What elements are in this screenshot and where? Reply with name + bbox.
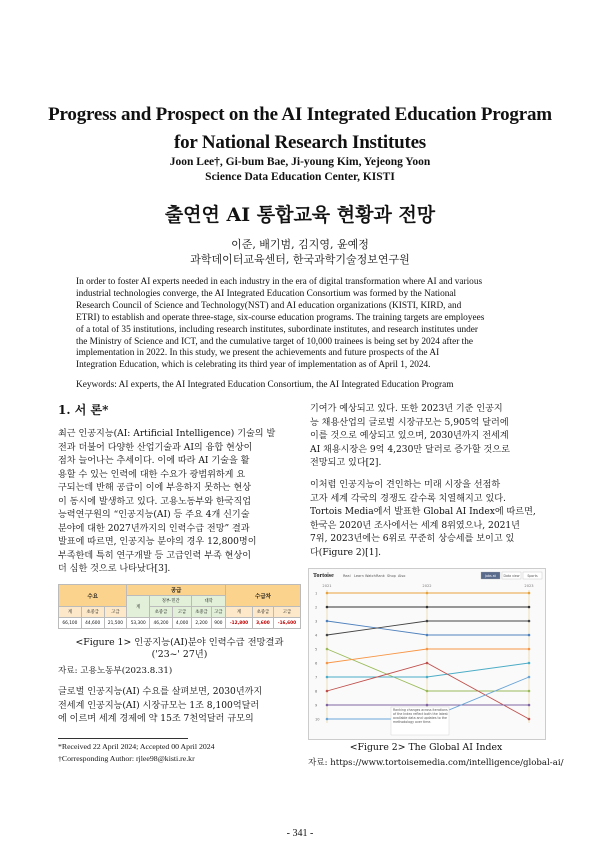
text-line: 최근 인공지능(AI: Artificial Intelligence) 기술의 발 [58,429,276,439]
rank-label: 1 [315,591,318,596]
nav-tab[interactable]: Also [398,574,406,578]
figure-1-table [58,584,301,629]
sub-header: 초중급 [81,607,104,618]
header-gap: 수급차 [226,585,301,607]
year-label: 2023 [524,584,534,588]
abstract-line: In order to foster AI experts needed in each industry in the era of digital transformation where AI and various [76,277,483,287]
rank-point [528,718,531,721]
rank-point [326,648,329,651]
rank-label: 9 [315,703,318,708]
text-line: 발표에 따르면, 인공지능 분야의 경우 12,800명이 [58,537,257,547]
rank-point [326,592,329,595]
text-line: 전과 더불어 다양한 산업기술과 AI의 융합 현상이 [58,442,253,453]
sub-header: 계 [226,607,253,618]
rank-point [528,592,531,595]
rank-point [426,676,429,679]
table-cell-gap: 3,600 [253,618,274,629]
table-cell-gap: -12,800 [226,618,253,629]
table-cell: 2,200 [192,618,212,629]
nav-tab[interactable]: Learn [354,574,364,578]
rank-point [326,606,329,609]
text-line: 고자 세계 각국의 경쟁도 갈수록 치열해지고 있다. [310,493,506,504]
abstract-line: the Ministry of Science and ICT, and the cumulative target of 10,000 trainees is being set by 2024 after the [76,336,473,347]
paper-title-line2: for National Research Institutes [173,132,427,153]
text-line: 용할 수 있는 인력에 대한 수요가 광범위하게 요 [58,469,246,480]
text-line: 능 채용산업의 글로벌 시장규모는 5,905억 달러에 [310,417,509,428]
text-line: 7위, 2023년에는 6위로 꾸준히 상승세를 보이고 있 [310,534,515,544]
text-line: 구되는데 반해 공급이 이에 부응하지 못하는 현상 [58,483,252,493]
rank-point [528,662,531,665]
text-line: Tortois Media에서 발표한 Global AI Index에 따르면, [310,507,536,517]
rank-point [326,676,329,679]
rank-label: 8 [315,689,318,694]
text-line: 이처럼 인공지능이 견인하는 미래 시장을 선점하 [310,480,501,490]
rank-label: 10 [315,717,320,722]
abstract [76,277,526,372]
text-line: 전망되고 있다[2]. [310,458,382,468]
rank-point [426,704,429,707]
left-paragraph-2 [58,686,301,727]
abstract-line: Integration Education, which is celebrating its third year of implementation as of April 1, 2024. [76,360,431,371]
rank-point [426,662,429,665]
rank-series-line [327,621,529,635]
view-button-label: Sports [527,574,538,578]
abstract-line: implementation in 2022. In this study, we present the achievements and future prospects of the AI [76,348,440,359]
keywords: Keywords: AI experts, the AI Integrated Education Consortium, the AI Integrated Education Program [76,380,454,390]
figure-2-screenshot [308,568,546,740]
tortoise-logo: Tortoise [313,573,334,579]
rank-point [426,634,429,637]
rank-label: 2 [315,605,318,610]
table-cell: 53,300 [127,618,150,629]
rank-point [326,620,329,623]
text-line: 부족한데 특히 연구개발 등 고급인력 부족 현상이 [58,550,252,561]
nav-tab[interactable]: Watch [365,574,376,578]
text-line: 능력연구원의 “인공지능(AI) 등 주요 4개 신기술 [58,510,250,520]
title-ko: 출연연 AI 통합교육 현황과 전망 [164,204,436,226]
abstract-line: Research Council of Science and Technology(NST) and AI education organizations (KISTI, KIRD, and [76,300,462,311]
chart-note-text: Ranking changes across iterations of the Index reflect both the latest available data and updates to the methodology over time. [393,708,448,724]
table-cell: 66,100 [59,618,82,629]
sub-header: 고급 [273,607,300,618]
nav-tab[interactable]: Rank [376,574,385,578]
figure-1-source: 자료: 고용노동부(2023.8.31) [58,666,173,676]
year-label: 2021 [322,584,332,588]
rank-point [528,606,531,609]
affiliation-ko: 과학데이터교육센터, 한국과학기술정보연구원 [190,253,410,266]
rank-point [528,634,531,637]
left-paragraph-1 [58,428,301,577]
text-line: 이 동시에 발생하고 있다. 고용노동부와 한국직업 [58,496,252,507]
text-line: 글로벌 인공지능(AI) 수요를 살펴보면, 2030년까지 [58,687,263,697]
rank-point [528,648,531,651]
nav-tab[interactable]: Shop [387,574,396,578]
footnote-received: *Received 22 April 2024; Accepted 00 April 2024 [58,742,215,751]
rank-series-line [327,621,529,635]
rank-point [326,718,329,721]
rank-series-line [327,649,529,663]
rank-point [326,704,329,707]
rank-label: 5 [315,647,318,652]
caption-line: ('23~' 27년) [151,649,208,660]
footnote-rule [58,738,188,739]
rank-point [426,690,429,693]
rank-series-line [327,663,529,677]
figure-2-source: 자료: https://www.tortoisemedia.com/intelligence/global-ai/ [308,758,564,768]
rank-point [426,648,429,651]
sub-header: 계 [59,607,82,618]
authors-en: Joon Lee†, Gi-bum Bae, Ji-young Kim, Yejeong Yoon [169,156,431,168]
text-line: 다(Figure 2)[1]. [310,547,381,558]
affiliation-en: Science Data Education Center, KISTI [205,171,395,183]
paper-title-line1: Progress and Prospect on the AI Integrated Education Program [48,104,552,125]
text-line: 더 심한 것으로 나타났다[3]. [58,564,171,574]
sub-header: 고급 [172,607,191,618]
rank-point [326,634,329,637]
right-paragraph-2 [310,479,545,560]
rank-label: 3 [315,619,318,624]
table-cell: 21,500 [104,618,127,629]
rank-point [528,690,531,693]
authors-ko: 이준, 배기범, 김지영, 윤예정 [231,238,369,251]
text-line: AI 채용시장은 9억 4,230만 달러로 증가할 것으로 [310,444,510,455]
rank-label: 7 [315,675,318,680]
rank-point [326,690,329,693]
text-line: 이를 것으로 예상되고 있으며, 2030년까지 전세계 [310,431,509,441]
page-number: - 341 - [286,828,314,839]
header-gov-private: 정부·민간 [150,596,192,607]
text-line: 점차 늘어나는 추세이다. 이에 따라 AI 기술을 활 [58,456,250,466]
nav-tab[interactable]: Real [343,574,351,578]
rank-point [528,676,531,679]
rank-point [426,620,429,623]
sub-header: 초중급 [150,607,173,618]
sub-header: 계 [127,596,150,618]
rank-point [528,704,531,707]
footnote-author: †Corresponding Author: rjlee98@kisti.re.kr [58,754,195,763]
section-heading: 1. 서 론* [58,403,109,417]
right-paragraph-1 [310,403,545,471]
rank-point [426,606,429,609]
text-line: 기여가 예상되고 있다. 또한 2023년 기준 인공지 [310,404,503,414]
table-cell: 44,600 [81,618,104,629]
text-line: 한국은 2020년 조사에서는 세계 8위였으나, 2021년 [310,520,520,531]
figure-1-caption [58,637,301,661]
header-university: 대학 [192,596,226,607]
sub-header: 고급 [211,607,225,618]
rank-label: 4 [315,633,318,638]
sub-header: 초중급 [253,607,274,618]
sub-header: 고급 [104,607,127,618]
text-line: 분야에 대한 2027년까지의 인력수급 전망” 결과 [58,523,250,534]
view-button-label: Data view [503,574,520,578]
table-cell: 4,000 [172,618,191,629]
rank-point [326,662,329,665]
global-ai-index-chart [309,569,545,739]
text-line: 전세계 인공지능(AI) 시장규모는 1조 8,100억달러 [58,700,260,711]
table-cell-gap: -16,600 [273,618,300,629]
rank-point [528,620,531,623]
sub-header: 초중급 [192,607,212,618]
rank-label: 6 [315,661,318,666]
abstract-line: of a total of 35 institutions, including research institutes, subordinate institutes, and research institutes under [76,324,479,335]
text-line: 에 이르며 세계 경제에 약 15조 7천억달러 규모의 [58,714,254,724]
header-demand: 수요 [59,585,127,607]
chart-note [393,708,448,734]
figure-2-caption: <Figure 2> The Global AI Index [349,742,503,753]
view-button-label: Jobs at [485,574,496,578]
abstract-line: ETRI) to establish and operate three-stage, six-course education programs. The training targets are employees [76,312,485,323]
rank-point [426,592,429,595]
caption-line: <Figure 1> 인공지능(AI)분야 인력수급 전망결과 [75,637,284,648]
table-cell: 46,200 [150,618,173,629]
table-cell: 900 [211,618,225,629]
abstract-line: industrial technologies converge, the AI Integrated Education Consortium was formed by the National [76,288,457,299]
year-label: 2022 [422,584,432,588]
rank-series-line [327,649,529,691]
header-supply: 공급 [127,585,226,596]
